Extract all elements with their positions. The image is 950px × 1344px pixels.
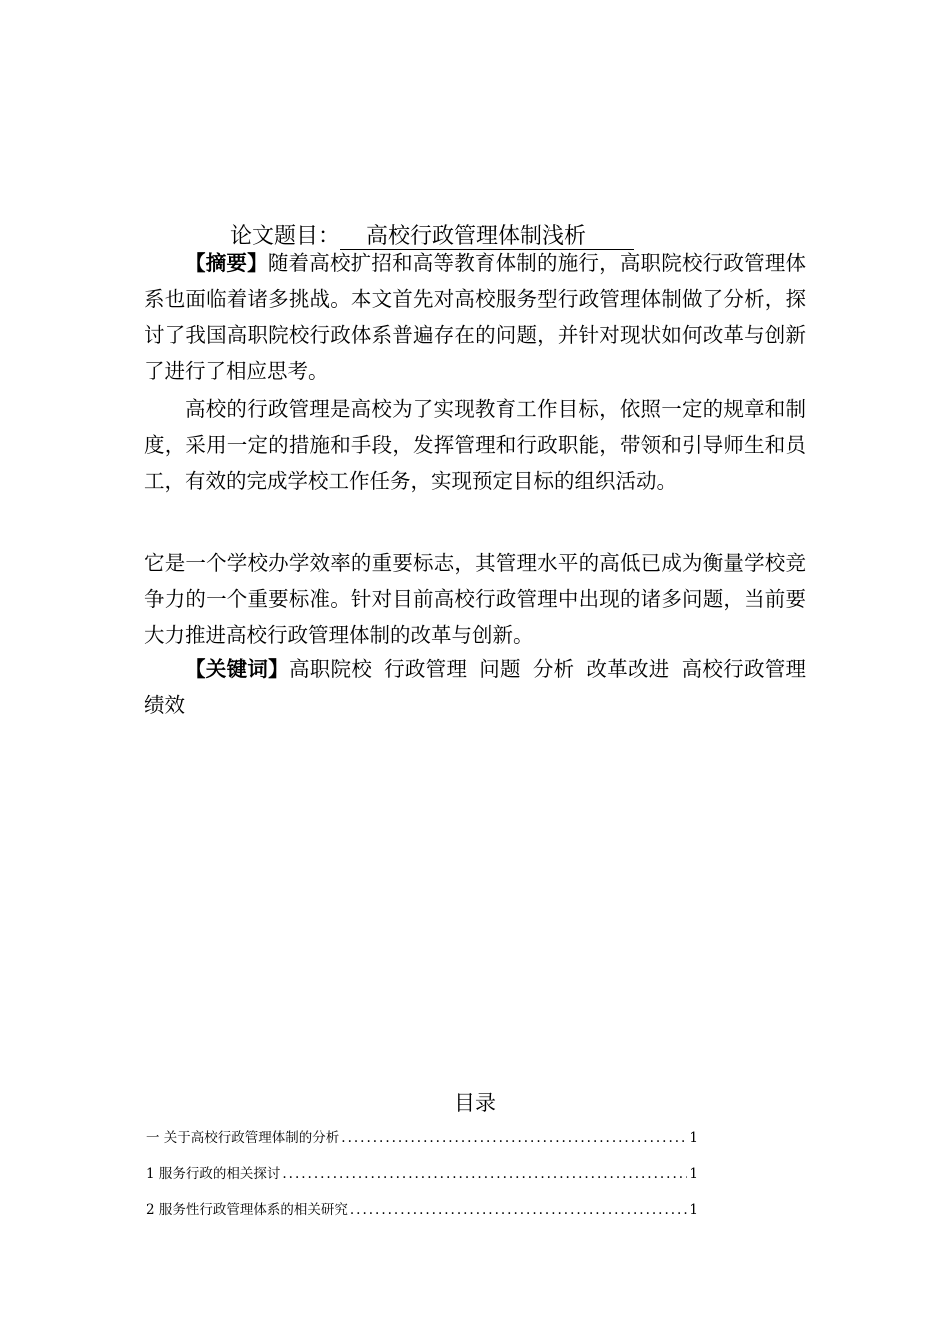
toc-entry[interactable]: [146, 1164, 698, 1184]
abstract-label: 【摘要】: [185, 251, 268, 275]
thesis-title-label: 论文题目：: [230, 224, 341, 249]
toc-entry-page: 1: [689, 1130, 698, 1146]
abstract-paragraph: [144, 245, 806, 389]
keyword-item: 行政管理: [384, 657, 468, 681]
toc-entry-page: 1: [689, 1202, 698, 1218]
keyword-item: 问题: [479, 657, 521, 681]
toc-entry[interactable]: [146, 1128, 698, 1148]
body-paragraph-2: 它是一个学校办学效率的重要标志，其管理水平的高低已成为衡量学校竞争力的一个重要标准。针对目前高校行政管理中出现的诸多问题，当前要大力推进高校行政管理体制的改革与创新。: [144, 551, 806, 647]
thesis-title-value: 高校行政管理体制浅析: [340, 225, 634, 250]
toc-entry-page: 1: [689, 1166, 698, 1182]
toc-heading: 目录: [454, 1091, 496, 1115]
toc-entry-text: 一 关于高校行政管理体制的分析: [146, 1130, 340, 1146]
keyword-item: 改革改进: [586, 657, 670, 681]
toc-entry-text: 1 服务行政的相关探讨: [146, 1166, 281, 1182]
toc-entry-text: 2 服务性行政管理体系的相关研究: [146, 1202, 348, 1218]
table-of-contents: [146, 1128, 698, 1236]
keyword-item: 高职院校: [288, 657, 373, 681]
toc-leader-dots: [341, 1128, 687, 1148]
keywords-label: 【关键词】: [185, 657, 289, 681]
keywords-paragraph: [144, 651, 806, 723]
body-paragraph-1: 高校的行政管理是高校为了实现教育工作目标，依照一定的规章和制度，采用一定的措施和手段，发挥管理和行政职能，带领和引导师生和员工，有效的完成学校工作任务，实现预定目标的组织活动。: [144, 397, 806, 493]
abstract-text: 随着高校扩招和高等教育体制的施行，高职院校行政管理体系也面临着诸多挑战。本文首先对高校服务型行政管理体制做了分析，探讨了我国高职院校行政体系普遍存在的问题，并针对现状如何改革与创新了进行了相应思考。: [144, 251, 806, 383]
toc-leader-dots: [282, 1164, 687, 1184]
toc-entry[interactable]: [146, 1200, 698, 1220]
toc-leader-dots: [350, 1200, 688, 1220]
keyword-item: 分析: [532, 657, 575, 681]
keyword-item: 高校行政管理绩效: [144, 657, 807, 717]
